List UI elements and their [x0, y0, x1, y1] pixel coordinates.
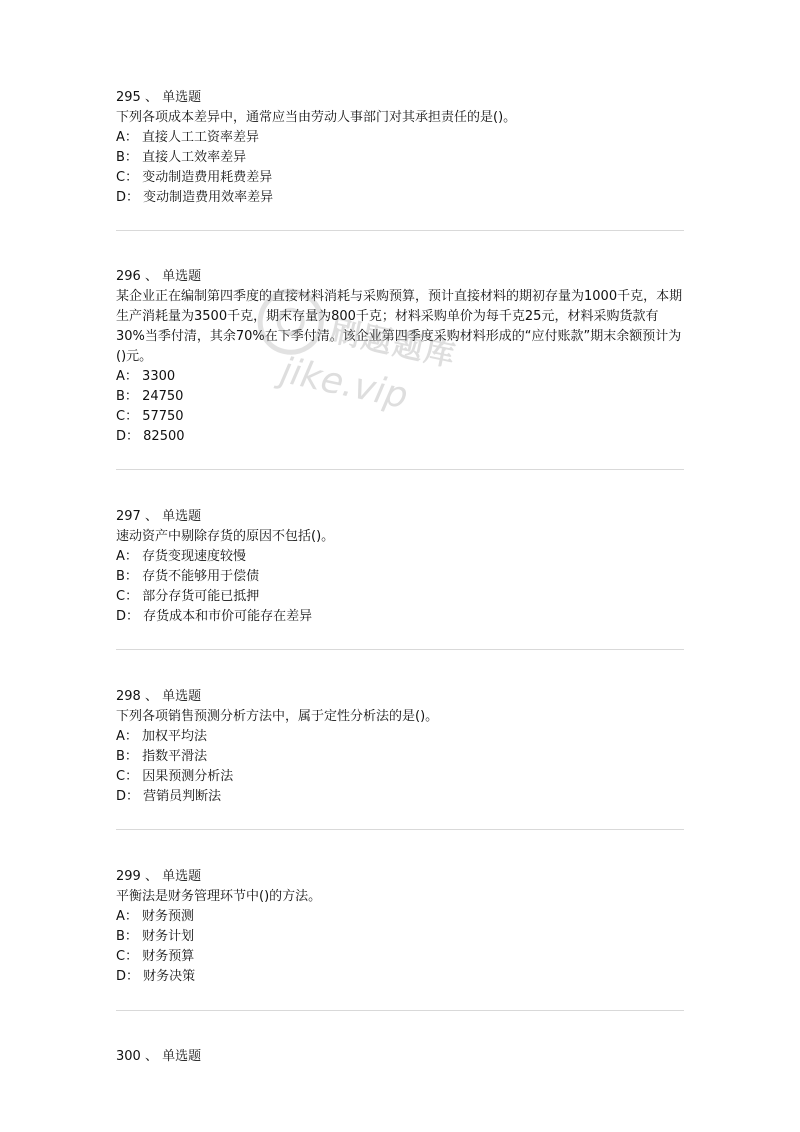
option-text: 直接人工效率差异	[142, 150, 247, 165]
option-letter: B：	[116, 749, 138, 764]
option-text: 加权平均法	[142, 729, 208, 744]
option-text: 营销员判断法	[143, 789, 222, 804]
document-page	[116, 0, 684, 1132]
option-d	[116, 188, 684, 208]
option-letter: C：	[116, 170, 139, 185]
option-letter: A：	[116, 729, 138, 744]
question-header: 300 、 单选题	[116, 1049, 202, 1064]
option-letter: C：	[116, 769, 139, 784]
question-divider	[116, 649, 684, 650]
option-b	[116, 148, 684, 168]
option-text: 57750	[142, 409, 184, 424]
option-c	[116, 947, 684, 967]
question-divider	[116, 1010, 684, 1011]
option-letter: B：	[116, 569, 138, 584]
watermark-cn-text: 刷题题库	[327, 313, 460, 375]
option-c	[116, 407, 684, 427]
option-b	[116, 567, 684, 587]
option-d	[116, 607, 684, 627]
option-letter: B：	[116, 389, 138, 404]
option-a	[116, 128, 684, 148]
question-divider	[116, 829, 684, 830]
question-text: 下列各项销售预测分析方法中，属于定性分析法的是()。	[116, 709, 439, 724]
question-divider	[116, 469, 684, 470]
question-text: 某企业正在编制第四季度的直接材料消耗与采购预算，预计直接材料的期初存量为1000千克，本期生产消耗量为3500千克，期末存量为800千克；材料采购单价为每千克25元，材料采购货款有30%当季付清，其余70%在下季付清。该企业第四季度采购材料形成的“应付账款”期末余额预计为()元。	[116, 289, 683, 364]
option-letter: A：	[116, 130, 138, 145]
option-c	[116, 587, 684, 607]
option-letter: D：	[116, 789, 140, 804]
question-300	[116, 1047, 684, 1067]
option-text: 财务计划	[142, 929, 195, 944]
question-297	[116, 507, 684, 627]
question-divider	[116, 230, 684, 231]
option-letter: D：	[116, 969, 140, 984]
option-d	[116, 787, 684, 807]
option-letter: C：	[116, 589, 139, 604]
question-text: 平衡法是财务管理环节中()的方法。	[116, 889, 322, 904]
option-letter: A：	[116, 909, 138, 924]
option-a	[116, 547, 684, 567]
option-c	[116, 168, 684, 188]
watermark-en-text: jike.vip	[277, 350, 412, 418]
option-text: 财务预测	[142, 909, 195, 924]
option-text: 变动制造费用耗费差异	[142, 170, 273, 185]
option-a	[116, 727, 684, 747]
question-text: 下列各项成本差异中，通常应当由劳动人事部门对其承担责任的是()。	[116, 110, 517, 125]
question-298	[116, 687, 684, 807]
option-letter: C：	[116, 949, 139, 964]
option-text: 直接人工工资率差异	[142, 130, 260, 145]
option-text: 3300	[142, 369, 176, 384]
question-296	[116, 267, 684, 447]
option-text: 82500	[143, 429, 185, 444]
question-299	[116, 867, 684, 987]
question-header: 296 、 单选题	[116, 269, 202, 284]
option-letter: B：	[116, 929, 138, 944]
option-letter: D：	[116, 429, 140, 444]
option-text: 指数平滑法	[142, 749, 208, 764]
option-letter: D：	[116, 190, 140, 205]
option-letter: D：	[116, 609, 140, 624]
option-text: 存货不能够用于偿债	[142, 569, 260, 584]
option-b	[116, 927, 684, 947]
option-a	[116, 367, 684, 387]
option-text: 财务预算	[142, 949, 195, 964]
question-header: 299 、 单选题	[116, 869, 202, 884]
option-c	[116, 767, 684, 787]
option-a	[116, 907, 684, 927]
option-text: 存货成本和市价可能存在差异	[143, 609, 313, 624]
option-letter: B：	[116, 150, 138, 165]
option-text: 财务决策	[143, 969, 196, 984]
option-letter: A：	[116, 549, 138, 564]
question-295	[116, 88, 684, 208]
option-text: 变动制造费用效率差异	[143, 190, 274, 205]
option-text: 部分存货可能已抵押	[142, 589, 260, 604]
option-text: 存货变现速度较慢	[142, 549, 247, 564]
option-text: 24750	[142, 389, 184, 404]
option-d	[116, 427, 684, 447]
question-text: 速动资产中剔除存货的原因不包括()。	[116, 529, 335, 544]
option-b	[116, 387, 684, 407]
option-text: 因果预测分析法	[142, 769, 234, 784]
option-letter: C：	[116, 409, 139, 424]
option-d	[116, 967, 684, 987]
question-header: 295 、 单选题	[116, 90, 202, 105]
option-letter: A：	[116, 369, 138, 384]
question-header: 298 、 单选题	[116, 689, 202, 704]
question-header: 297 、 单选题	[116, 509, 202, 524]
option-b	[116, 747, 684, 767]
